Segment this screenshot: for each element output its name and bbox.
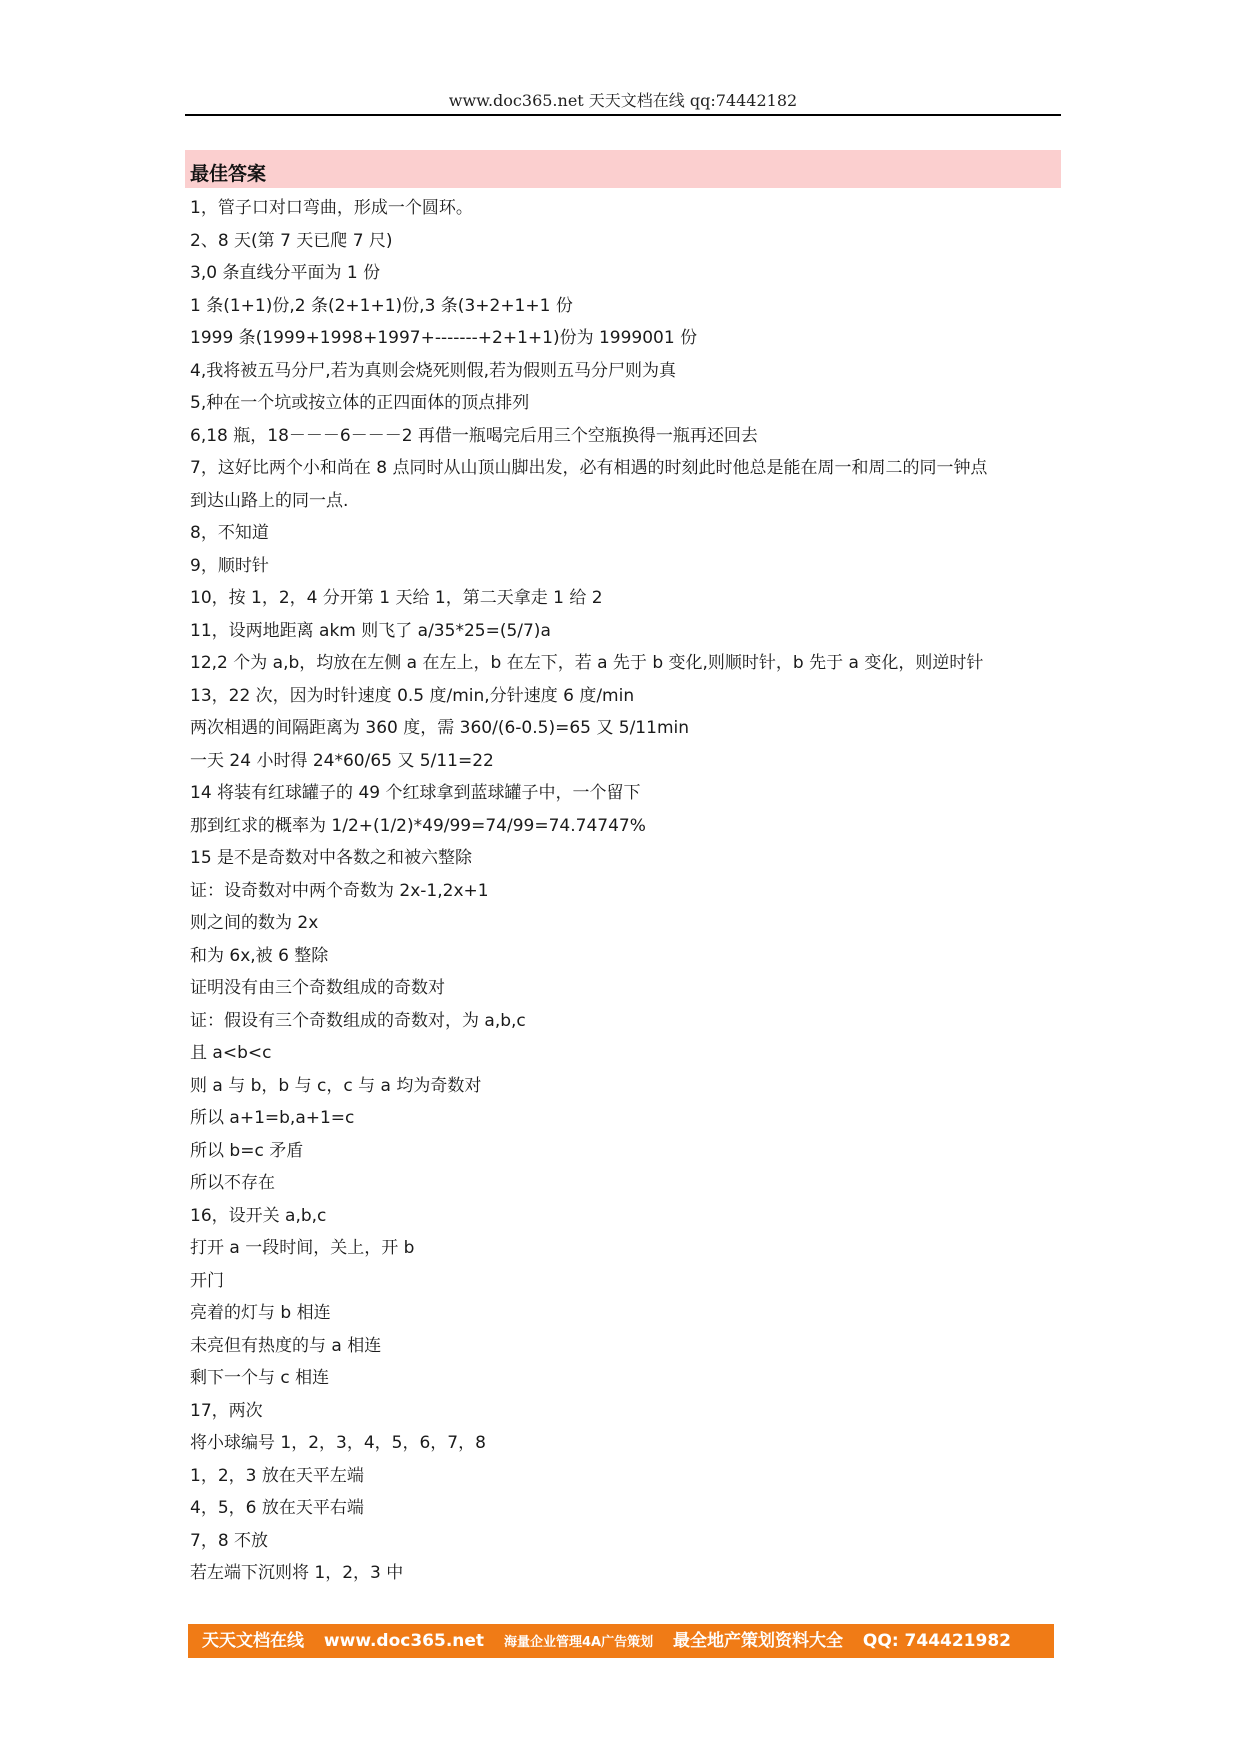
text-line: 亮着的灯与 b 相连 [190,1303,331,1323]
text-line: 1999 条(1999+1998+1997+-------+2+1+1)份为 1999001 份 [190,328,698,348]
page-header: www.doc365.net 天天文档在线 qq:74442182 [448,91,798,110]
text-line: 17，两次 [190,1400,263,1421]
text-line: 开门 [190,1270,224,1291]
text-line: 若左端下沉则将 1，2，3 中 [190,1563,404,1583]
text-line: 剩下一个与 c 相连 [190,1368,330,1388]
text-line: 16，设开关 a,b,c [190,1205,327,1226]
text-line: 所以 b=c 矛盾 [190,1140,304,1161]
text-line: 14 将装有红球罐子的 49 个红球拿到蓝球罐子中，一个留下 [190,783,641,803]
text-line: 9，顺时针 [190,555,269,576]
text-line: 4，5，6 放在天平右端 [190,1498,364,1518]
text-line: 则之间的数为 2x [190,913,319,933]
text-line: 11，设两地距离 akm 则飞了 a/35*25=(5/7)a [190,620,551,641]
text-line: 所以 a+1=b,a+1=c [190,1108,355,1128]
text-line: 打开 a 一段时间，关上，开 b [190,1238,415,1258]
text-line: 一天 24 小时得 24*60/65 又 5/11=22 [190,750,494,771]
section-title: 最佳答案 [185,150,1061,188]
text-line: 8，不知道 [190,523,269,543]
text-line: 则 a 与 b，b 与 c，c 与 a 均为奇数对 [190,1075,482,1096]
footer-qq: QQ: 744421982 [862,1631,1011,1651]
text-line: 两次相遇的间隔距离为 360 度，需 360/(6-0.5)=65 又 5/11min [190,718,690,738]
footer-banner [188,1624,1054,1658]
answer-content [190,192,1066,1590]
text-line: 未亮但有热度的与 a 相连 [190,1335,382,1356]
text-line: 3,0 条直线分平面为 1 份 [190,263,381,283]
text-line: 和为 6x,被 6 整除 [190,945,329,966]
text-line: 7，8 不放 [190,1530,269,1551]
text-line: 12,2 个为 a,b，均放在左侧 a 在左上，b 在左下，若 a 先于 b 变化,则顺时针，b 先于 a 变化，则逆时针 [190,653,984,673]
text-line: 4,我将被五马分尸,若为真则会烧死则假,若为假则五马分尸则为真 [190,360,677,381]
text-line: 那到红求的概率为 1/2+(1/2)*49/99=74/99=74.74747% [190,815,646,836]
text-line: 证明没有由三个奇数组成的奇数对 [190,978,445,998]
text-line: 1，管子口对口弯曲，形成一个圆环。 [190,198,473,218]
text-line: 到达山路上的同一点. [190,490,349,511]
text-line: 7，这好比两个小和尚在 8 点同时从山顶山脚出发，必有相遇的时刻此时他总是能在周一和周二的同一钟点 [190,458,988,478]
footer-site-name: 天天文档在线 [202,1631,304,1651]
footer-site-url: www.doc365.net [323,1631,485,1651]
text-line: 10，按 1，2，4 分开第 1 天给 1，第二天拿走 1 给 2 [190,588,603,608]
text-line: 1 条(1+1)份,2 条(2+1+1)份,3 条(3+2+1+1 份 [190,295,573,316]
text-line: 且 a<b<c [190,1043,272,1063]
text-line: 2、8 天(第 7 天已爬 7 尺) [190,230,393,251]
text-line: 13，22 次，因为时针速度 0.5 度/min,分针速度 6 度/min [190,685,635,706]
header-divider [185,114,1061,116]
text-line: 15 是不是奇数对中各数之和被六整除 [190,848,473,868]
text-line: 证：设奇数对中两个奇数为 2x-1,2x+1 [190,880,489,901]
text-line: 1，2，3 放在天平左端 [190,1465,364,1486]
text-line: 证：假设有三个奇数组成的奇数对，为 a,b,c [190,1010,526,1031]
footer-tagline-1: 海量企业管理4A广告策划 [503,1635,654,1650]
footer-tagline-2: 最全地产策划资料大全 [673,1631,843,1651]
text-line: 所以不存在 [190,1173,275,1193]
text-line: 5,种在一个坑或按立体的正四面体的顶点排列 [190,393,530,413]
text-line: 6,18 瓶，18－－－6－－－2 再借一瓶喝完后用三个空瓶换得一瓶再还回去 [190,425,758,446]
text-line: 将小球编号 1，2，3，4，5，6，7，8 [190,1433,486,1453]
